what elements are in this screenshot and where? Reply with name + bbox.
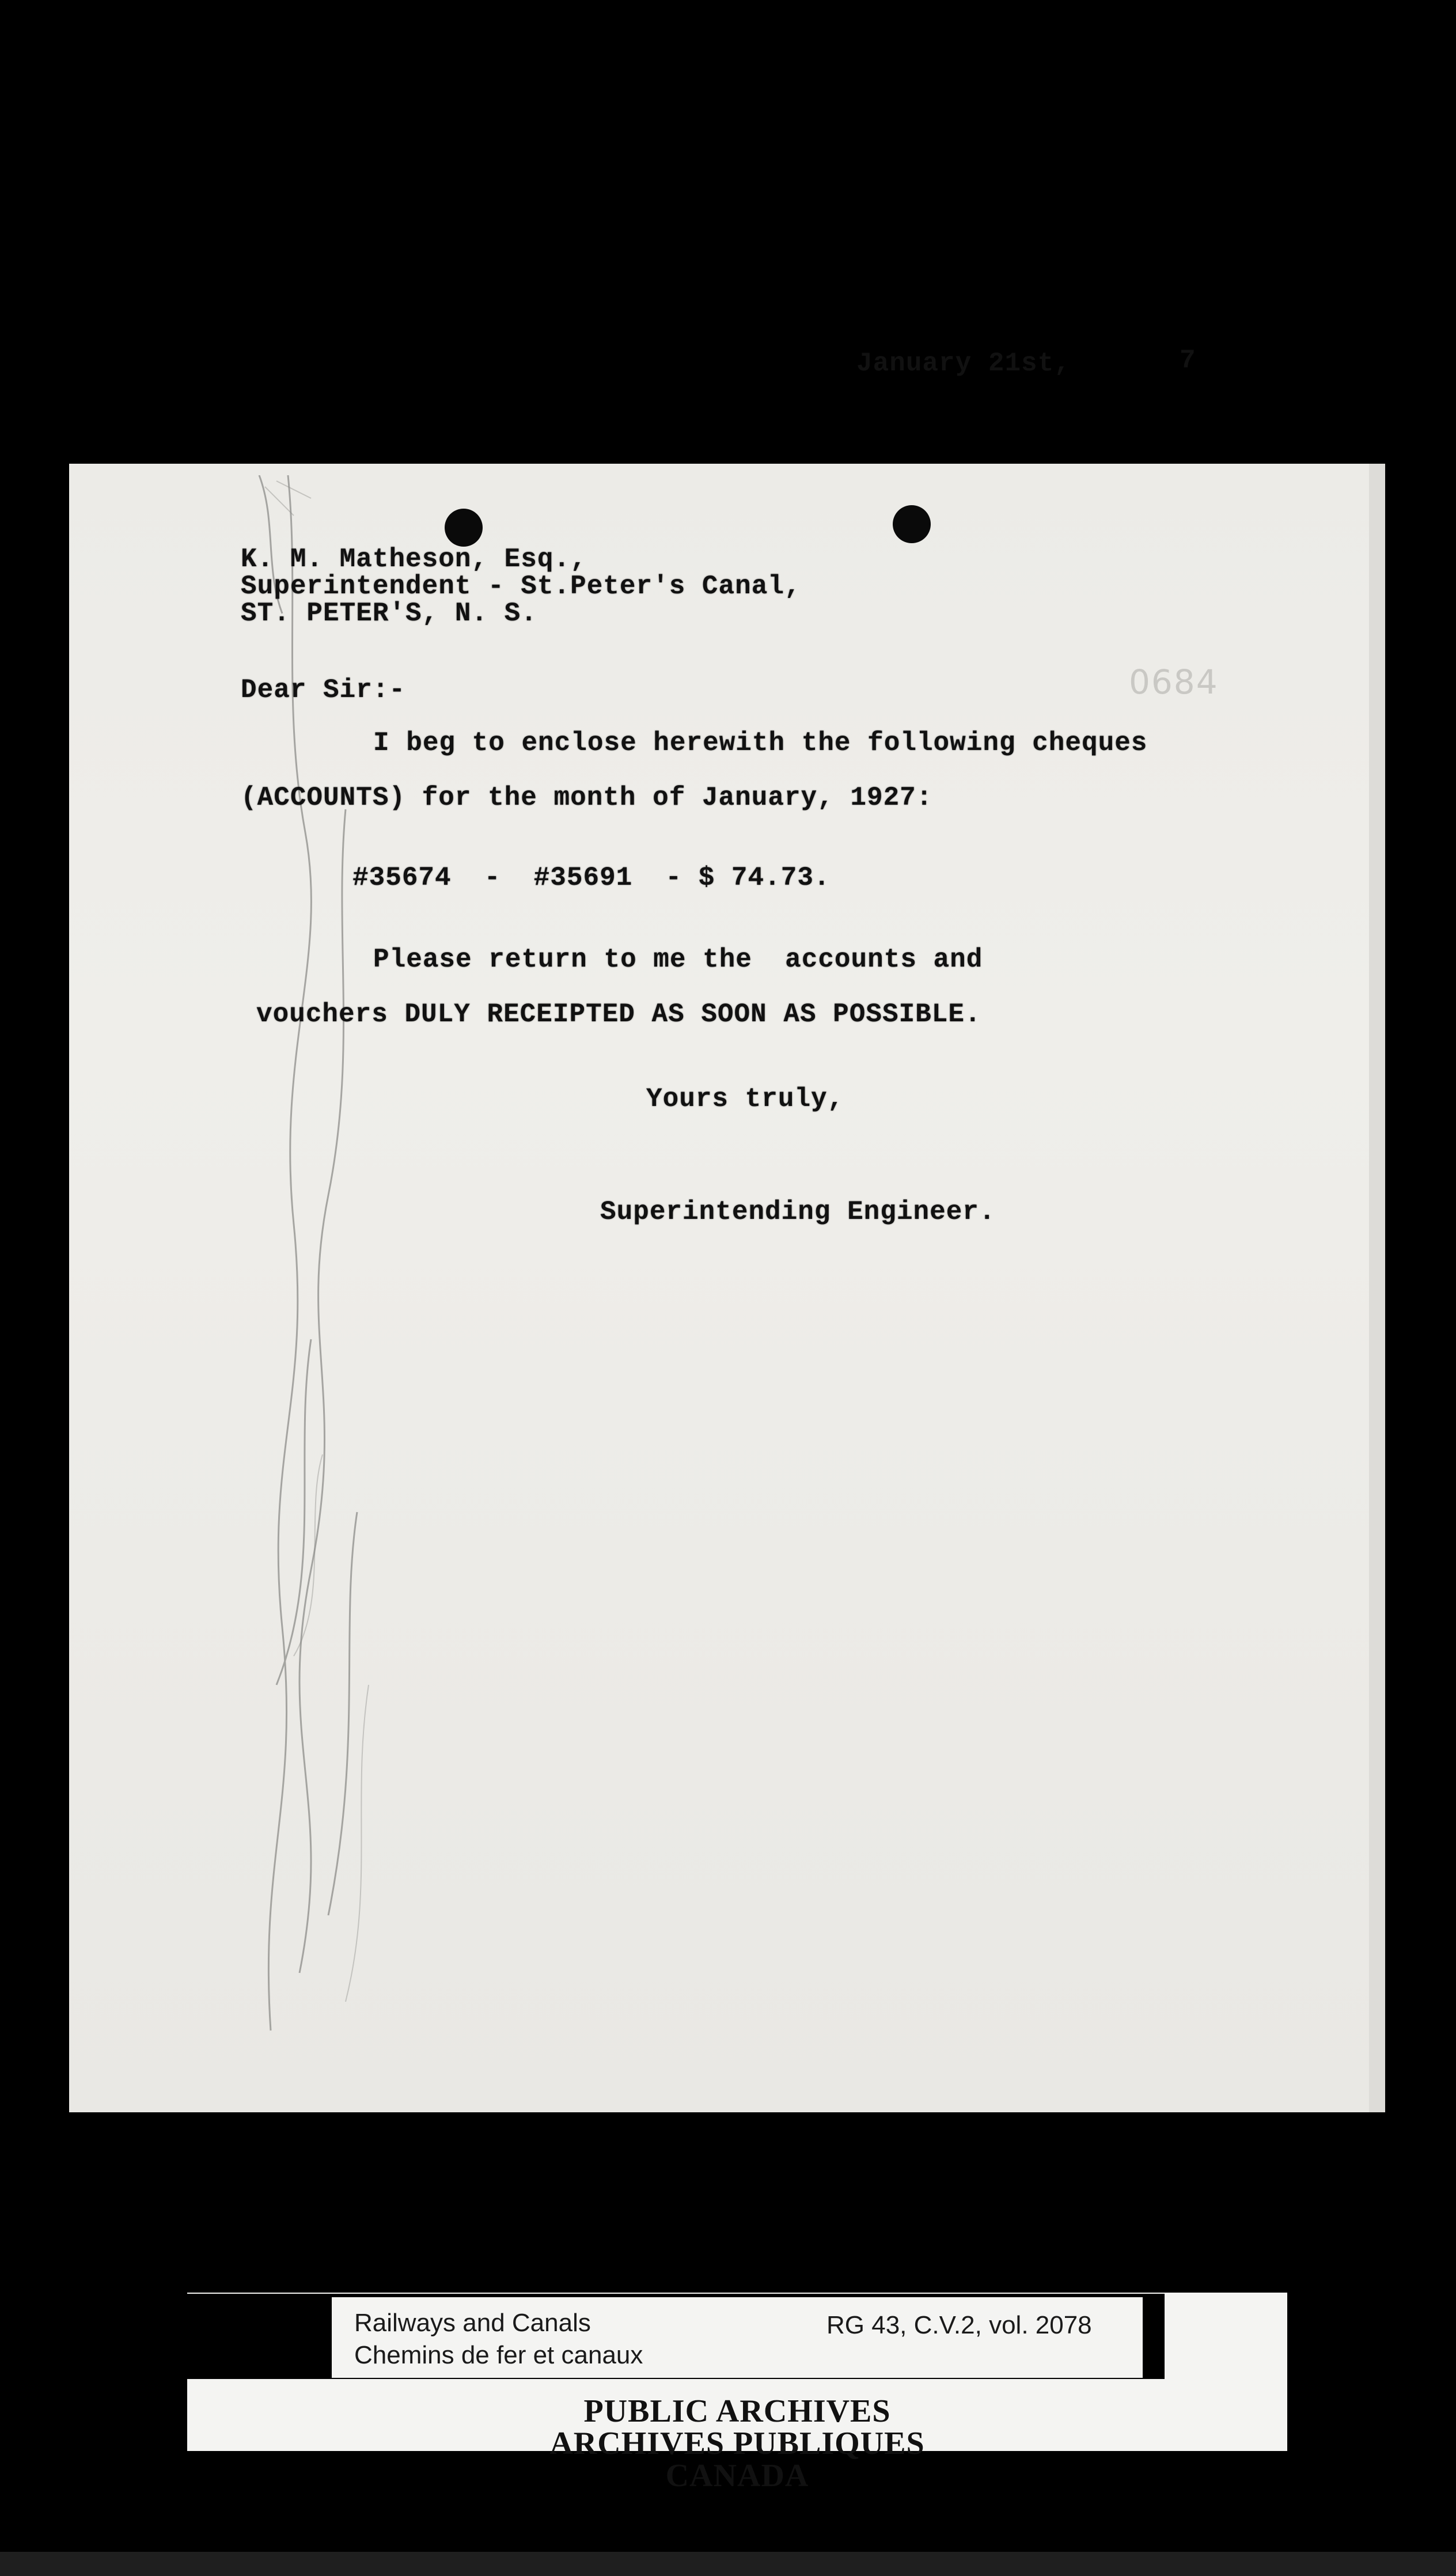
- signature-title: Superintending Engineer.: [600, 1197, 996, 1227]
- stamp-line-french: ARCHIVES PUBLIQUES: [549, 2426, 925, 2461]
- salutation: Dear Sir:-: [241, 675, 406, 705]
- paper-crease-marks: [242, 475, 587, 2088]
- recipient-location: ST. PETER'S, N. S.: [241, 598, 537, 628]
- archive-reference: RG 43, C.V.2, vol. 2078: [826, 2311, 1092, 2339]
- punch-hole-left: [445, 509, 483, 547]
- page-edge: [1369, 464, 1385, 2112]
- faint-reference-mark: 0684: [1129, 662, 1219, 702]
- body-paragraph-1-line-1: I beg to enclose herewith the following cheques: [373, 728, 1148, 758]
- date-mark: 7: [1180, 346, 1196, 376]
- recipient-title: Superintendent - St.Peter's Canal,: [241, 571, 801, 601]
- recipient-name: K. M. Matheson, Esq.,: [241, 544, 587, 574]
- stamp-line-english: PUBLIC ARCHIVES: [583, 2393, 891, 2429]
- body-paragraph-2-line-1: Please return to me the accounts and: [373, 945, 983, 975]
- letter-page: [69, 464, 1385, 2112]
- archives-stamp: [187, 2395, 1287, 2492]
- stamp-line-country: CANADA: [665, 2458, 809, 2494]
- letter-date: January 21st,: [856, 348, 1071, 378]
- fonds-name-english: Railways and Canals: [354, 2309, 591, 2337]
- body-paragraph-2-line-2: vouchers DULY RECEIPTED AS SOON AS POSSIBLE.: [256, 999, 981, 1029]
- fonds-name-french: Chemins de fer et canaux: [354, 2341, 643, 2369]
- cheque-numbers: #35674 - #35691 - $ 74.73.: [352, 863, 831, 893]
- punch-hole-right: [893, 505, 931, 543]
- closing: Yours truly,: [646, 1084, 844, 1114]
- body-paragraph-1-line-2: (ACCOUNTS) for the month of January, 1927:: [241, 783, 933, 813]
- film-bottom-band: [0, 2552, 1456, 2576]
